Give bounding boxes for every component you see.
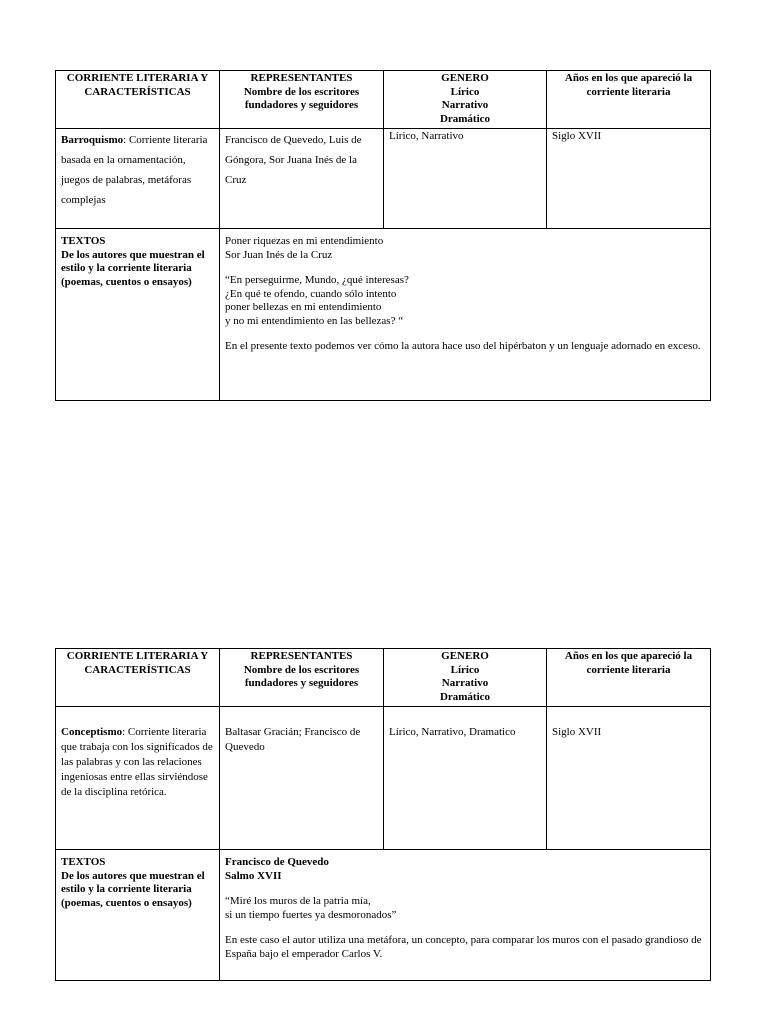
- poem-line: ¿En qué te ofendo, cuando sólo intento: [225, 287, 397, 300]
- cell-anos: Siglo XVII: [546, 707, 710, 850]
- header-genero: GENERO Lírico Narrativo Dramático: [384, 71, 547, 129]
- header-anos: Años en los que apareció la corriente literaria: [546, 649, 710, 707]
- author: Francisco de Quevedo: [225, 856, 329, 868]
- description: : Corriente literaria que trabaja con los significados de las palabras y con las relaciones ingeniosas entre ellas sirviéndose de la disciplina retórica.: [61, 726, 213, 798]
- work-title: Poner riquezas en mi entendimiento: [225, 235, 384, 247]
- textos-row: [56, 229, 711, 401]
- poem-line: poner bellezas en mi entendimiento: [225, 301, 382, 313]
- cell-textos-label: TEXTOS De los autores que muestran el estilo y la corriente literaria (poemas, cuentos o ensayos): [56, 850, 220, 981]
- cell-representantes: Francisco de Quevedo, Luis de Góngora, Sor Juana Inés de la Cruz: [220, 129, 384, 229]
- table-row: [56, 129, 711, 229]
- term: Barroquismo: [61, 134, 124, 146]
- cell-anos: Siglo XVII: [546, 129, 710, 229]
- description: : Corriente literaria basada en la ornamentación, juegos de palabras, metáforas complejas: [61, 134, 208, 206]
- cell-corriente: [56, 707, 220, 850]
- table-header-row: [56, 649, 711, 707]
- poem-line: “En perseguirme, Mundo, ¿qué interesas?: [225, 274, 409, 286]
- header-representantes: REPRESENTANTES Nombre de los escritores fundadores y seguidores: [220, 71, 384, 129]
- cell-textos-content: [220, 229, 711, 401]
- textos-row: [56, 850, 711, 981]
- cell-textos-label: TEXTOS De los autores que muestran el estilo y la corriente literaria (poemas, cuentos o ensayos): [56, 229, 220, 401]
- poem-line: y no mi entendimiento en las bellezas? “: [225, 314, 404, 327]
- header-corriente: CORRIENTE LITERARIA Y CARACTERÍSTICAS: [56, 71, 220, 129]
- author: Sor Juan Inés de la Cruz: [225, 248, 333, 261]
- term: Conceptismo: [61, 726, 123, 738]
- cell-textos-content: [220, 850, 711, 981]
- header-corriente: CORRIENTE LITERARIA Y CARACTERÍSTICAS: [56, 649, 220, 707]
- poem-line: “Miré los muros de la patria mía,: [225, 895, 371, 907]
- header-representantes: REPRESENTANTES Nombre de los escritores fundadores y seguidores: [220, 649, 384, 707]
- table-row: [56, 707, 711, 850]
- cell-representantes: Baltasar Gracián; Francisco de Quevedo: [220, 707, 384, 850]
- commentary: En este caso el autor utiliza una metáfora, un concepto, para comparar los muros con el pasado grandioso de España bajo el emperador Carlos V.: [225, 934, 702, 960]
- cell-corriente: [56, 129, 220, 229]
- header-genero: GENERO Lírico Narrativo Dramático: [384, 649, 547, 707]
- literary-table-2: [55, 648, 711, 981]
- work-title: Salmo XVII: [225, 869, 282, 882]
- cell-genero: Lírico, Narrativo: [384, 129, 547, 229]
- poem-line: si un tiempo fuertes ya desmoronados”: [225, 908, 397, 921]
- table-header-row: [56, 71, 711, 129]
- commentary: En el presente texto podemos ver cómo la autora hace uso del hipérbaton y un lenguaje adornado en exceso.: [225, 340, 701, 352]
- header-anos: Años en los que apareció la corriente literaria: [546, 71, 710, 129]
- literary-table-1: [55, 70, 711, 401]
- cell-genero: Lírico, Narrativo, Dramatico: [384, 707, 547, 850]
